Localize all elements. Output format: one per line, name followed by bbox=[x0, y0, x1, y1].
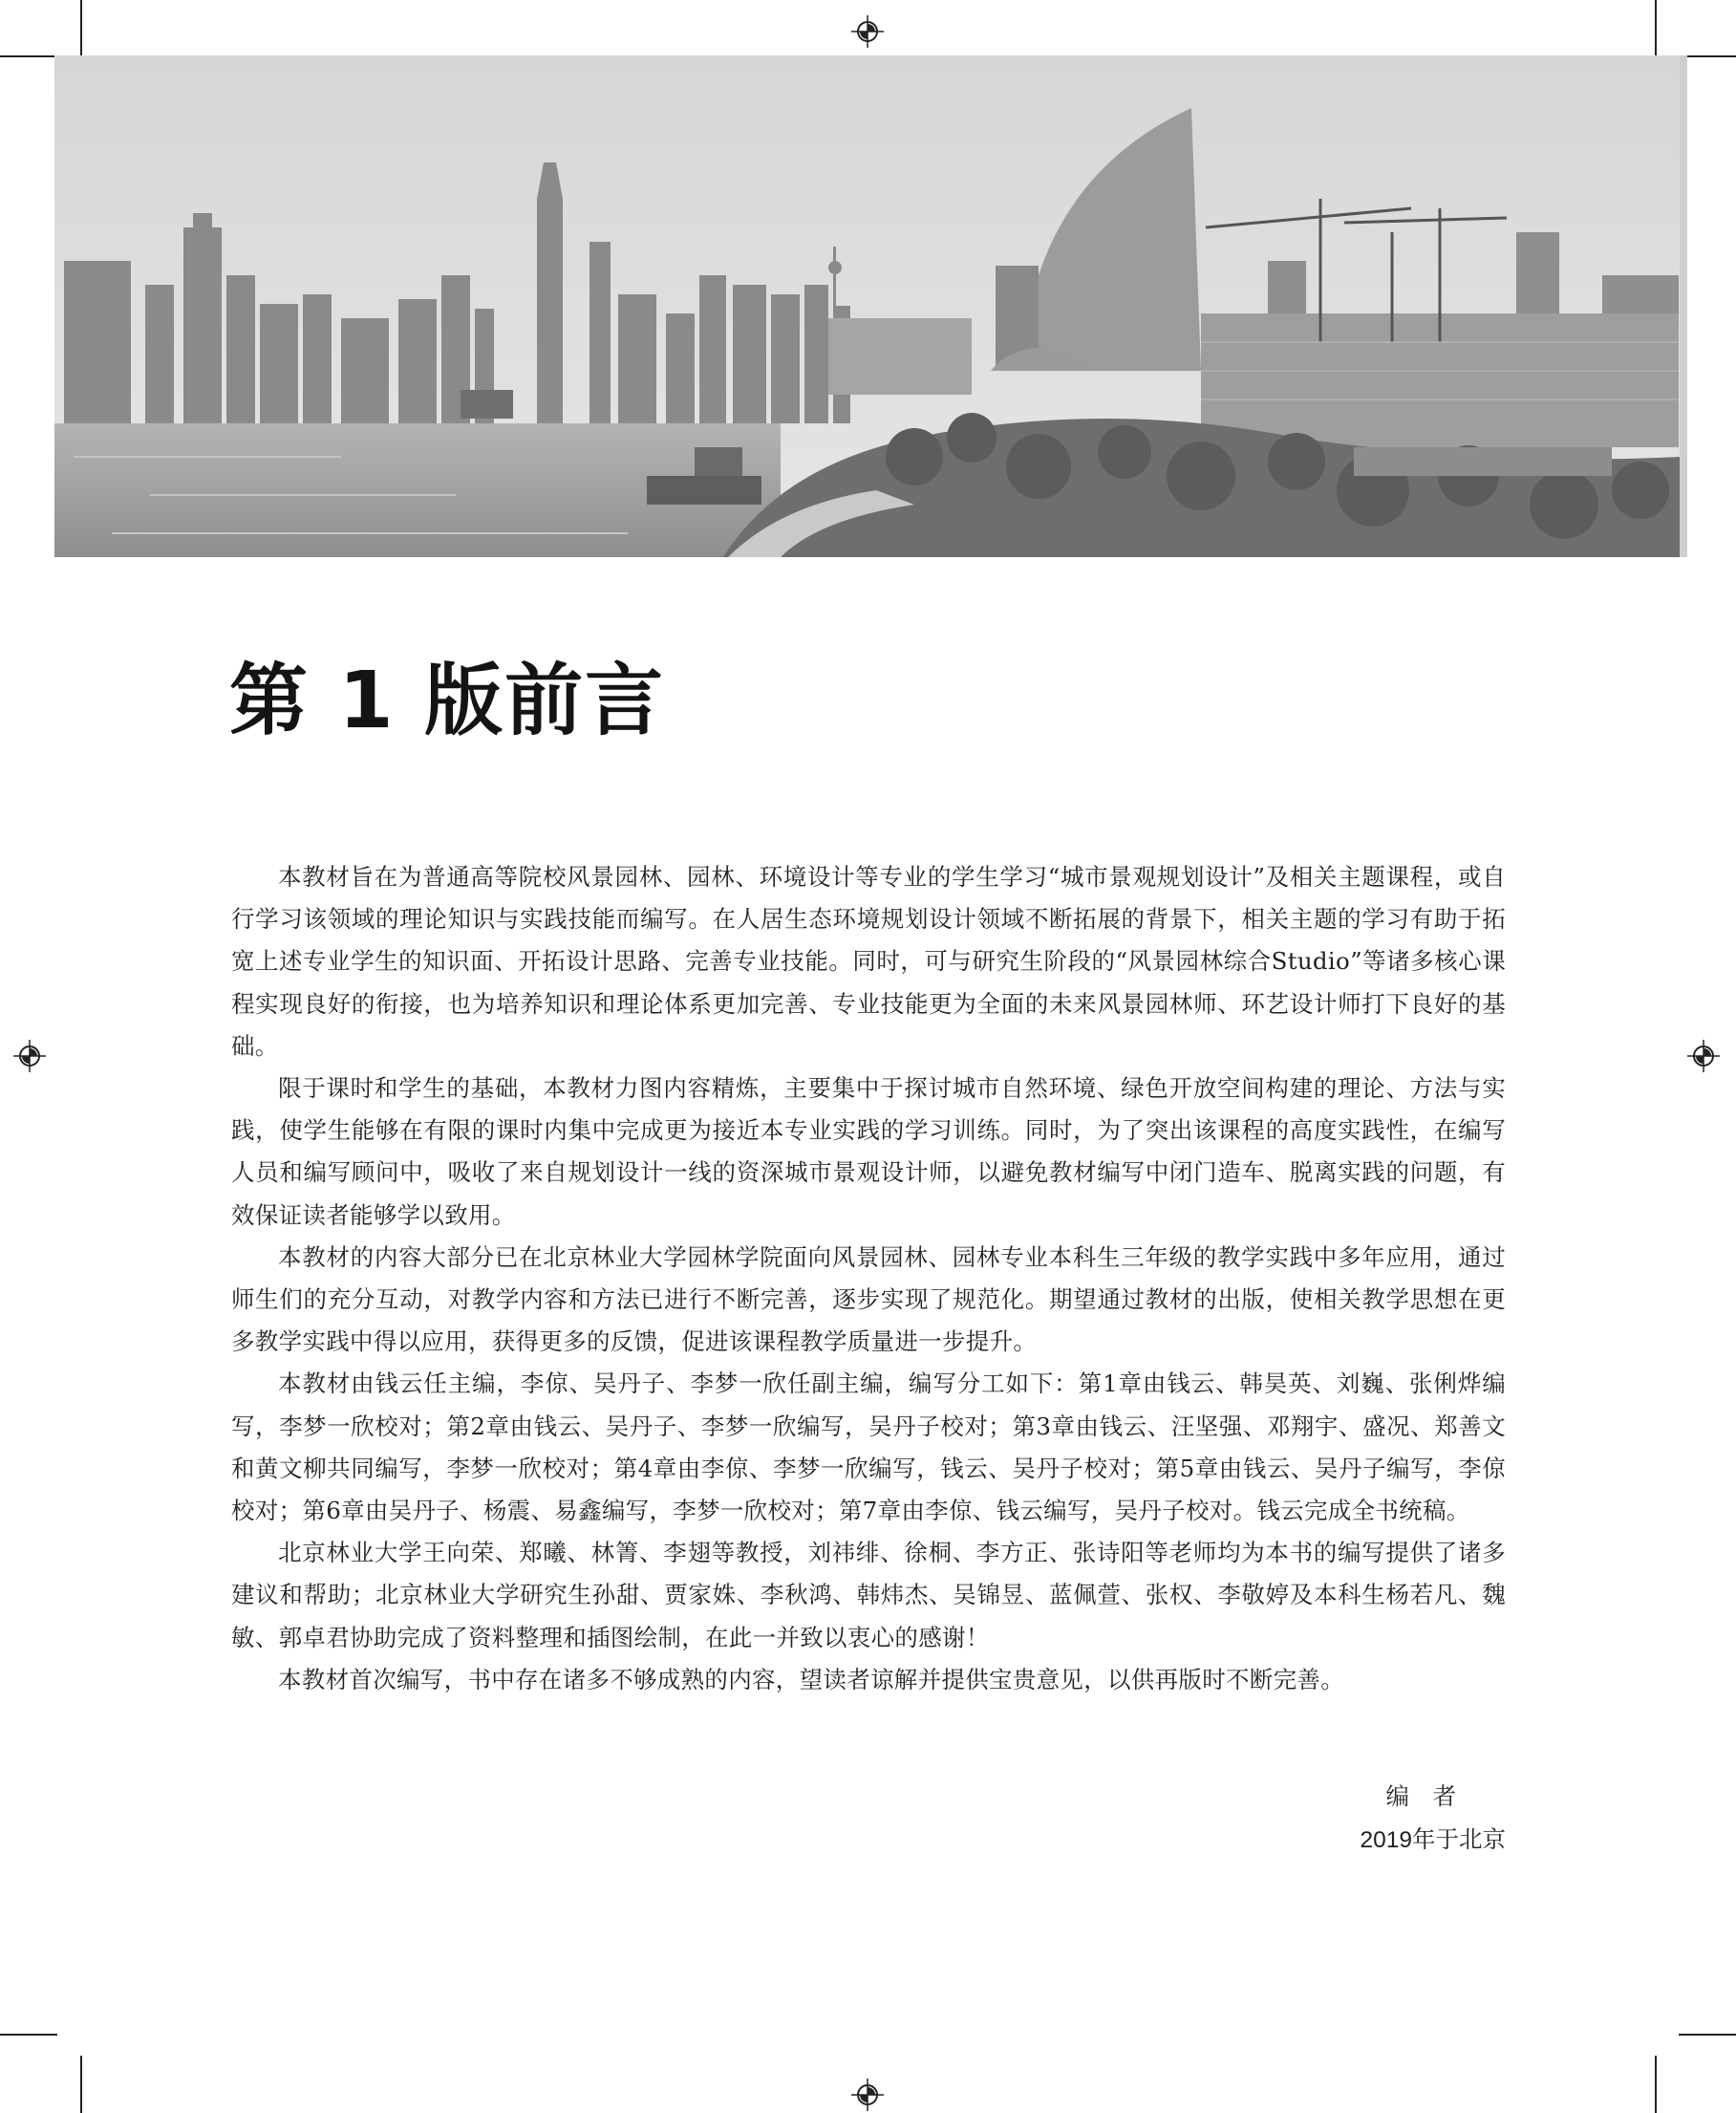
signature-block bbox=[1360, 1775, 1506, 1863]
preface-body bbox=[231, 856, 1506, 1701]
signature-date: 2019年于北京 bbox=[1360, 1827, 1506, 1853]
page-title: 第 1 版前言 bbox=[229, 656, 666, 746]
banner-edge-strip bbox=[1680, 55, 1687, 557]
crop-mark bbox=[1655, 0, 1657, 57]
header-banner-photo bbox=[54, 55, 1680, 557]
crop-mark bbox=[80, 2056, 82, 2113]
paragraph: 北京林业大学王向荣、郑曦、林箐、李翅等教授，刘祎绯、徐桐、李方正、张诗阳等老师均为本书的编写提供了诸多建议和帮助；北京林业大学研究生孙甜、贾家姝、李秋鸿、韩炜杰、吴锦昱、蓝佩萱、张权、李敬婷及本科生杨若凡、魏敏、郭卓君协助完成了资料整理和插图绘制，在此一并致以衷心的感谢！ bbox=[231, 1539, 1506, 1651]
crosshair-target-icon bbox=[851, 2079, 884, 2111]
paragraph: 本教材旨在为普通高等院校风景园林、园林、环境设计等专业的学生学习“城市景观规划设计”及相关主题课程，或自行学习该领域的理论知识与实践技能而编写。在人居生态环境规划设计领域不断拓展的背景下，相关主题的学习有助于拓宽上述专业学生的知识面、开拓设计思路、完善专业技能。同时，可与研究生阶段的“风景园林综合Studio”等诸多核心课程实现良好的衔接，也为培养知识和理论体系更加完善、专业技能更为全面的未来风景园林师、环艺设计师打下良好的基础。 bbox=[231, 863, 1506, 1060]
crop-mark bbox=[80, 0, 82, 57]
crop-mark bbox=[1655, 2056, 1657, 2113]
crosshair-target-icon bbox=[851, 15, 884, 48]
paragraph: 限于课时和学生的基础，本教材力图内容精炼，主要集中于探讨城市自然环境、绿色开放空间构建的理论、方法与实践，使学生能够在有限的课时内集中完成更为接近本专业实践的学习训练。同时，为了突出该课程的高度实践性，在编写人员和编写顾问中，吸收了来自规划设计一线的资深城市景观设计师，以避免教材编写中闭门造车、脱离实践的问题，有效保证读者能够学以致用。 bbox=[231, 1074, 1506, 1229]
crosshair-target-icon bbox=[1687, 1040, 1720, 1072]
crop-mark bbox=[0, 2034, 57, 2036]
signature-author: 编 者 bbox=[1385, 1782, 1456, 1810]
paragraph: 本教材首次编写，书中存在诸多不够成熟的内容，望读者谅解并提供宝贵意见，以供再版时不断完善。 bbox=[278, 1665, 1344, 1693]
paragraph: 本教材由钱云任主编，李倞、吴丹子、李梦一欣任副主编，编写分工如下：第1章由钱云、韩昊英、刘巍、张俐烨编写，李梦一欣校对；第2章由钱云、吴丹子、李梦一欣编写，吴丹子校对；第3章由钱云、汪坚强、邓翔宇、盛况、郑善文和黄文柳共同编写，李梦一欣校对；第4章由李倞、李梦一欣编写，钱云、吴丹子校对；第5章由钱云、吴丹子编写，李倞校对；第6章由吴丹子、杨震、易鑫编写，李梦一欣校对；第7章由李倞、钱云编写，吴丹子校对。钱云完成全书统稿。 bbox=[231, 1369, 1506, 1525]
crop-mark bbox=[0, 55, 57, 57]
paragraph: 本教材的内容大部分已在北京林业大学园林学院面向风景园林、园林专业本科生三年级的教学实践中多年应用，通过师生们的充分互动，对教学内容和方法已进行不断完善，逐步实现了规范化。期望通过教材的出版，使相关教学思想在更多教学实践中得以应用，获得更多的反馈，促进该课程教学质量进一步提升。 bbox=[231, 1242, 1506, 1356]
crop-mark bbox=[1679, 55, 1736, 57]
crop-mark bbox=[1679, 2034, 1736, 2036]
crosshair-target-icon bbox=[13, 1040, 46, 1072]
